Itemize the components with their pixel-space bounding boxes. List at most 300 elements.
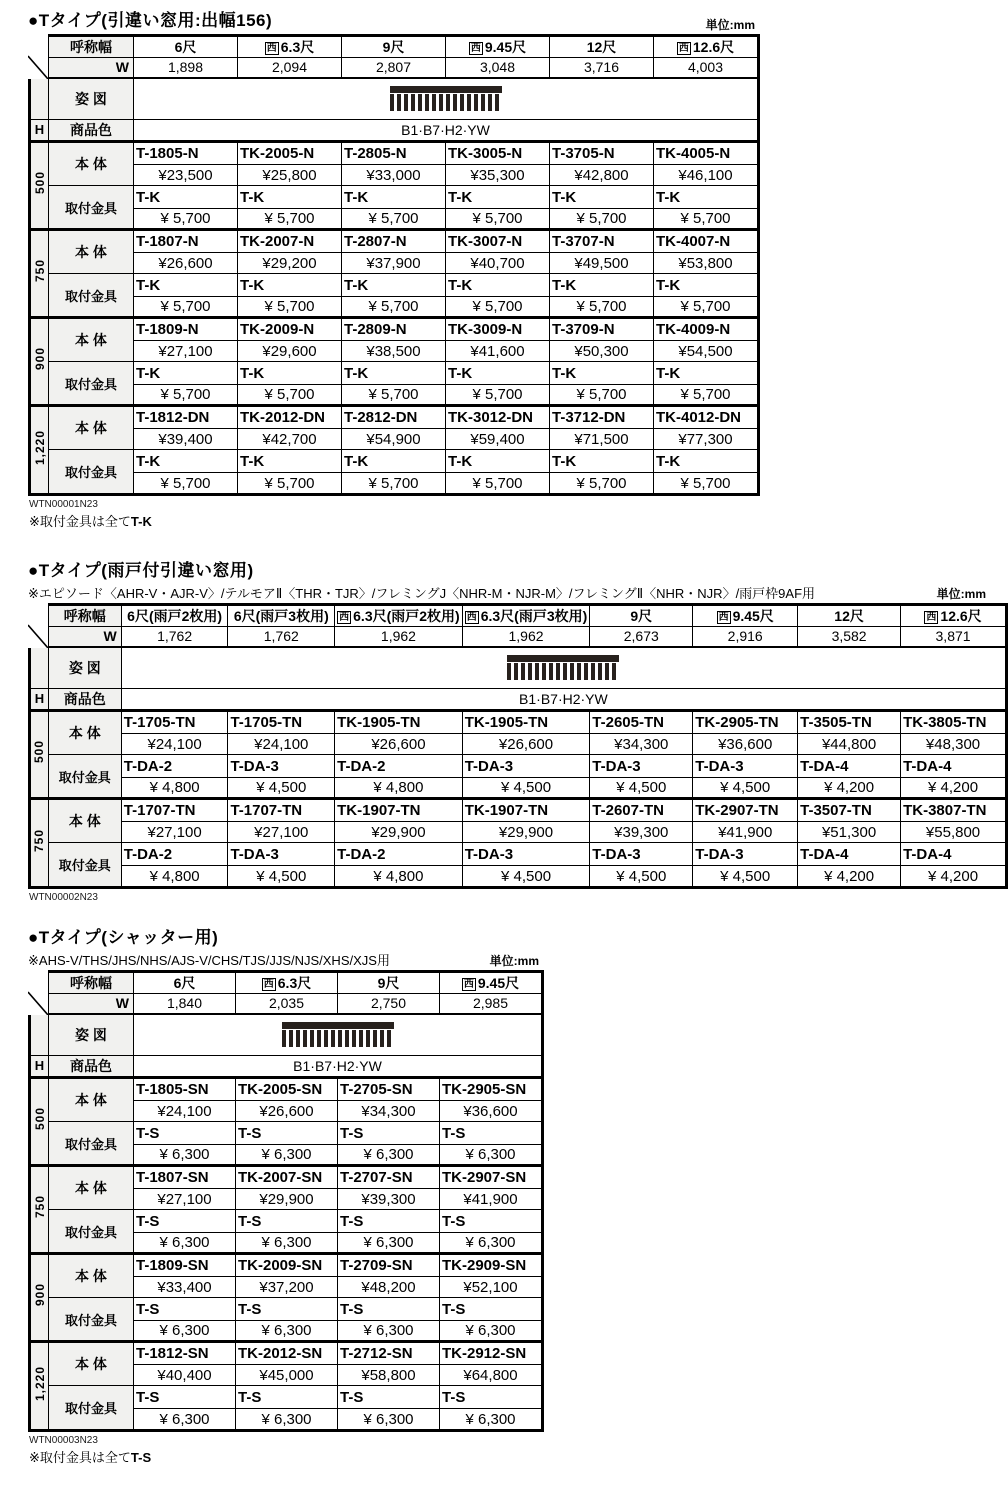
table-code: WTN00003N23 xyxy=(29,1435,98,1446)
color-label: 商品色 xyxy=(49,1056,134,1078)
west-region-mark: 西 xyxy=(718,612,729,623)
price-cell: ¥ 6,300 xyxy=(236,1321,338,1342)
model-cell: T-1805-SN xyxy=(134,1078,236,1101)
figure-cell xyxy=(134,78,758,120)
model-cell: TK-2907-SN xyxy=(440,1166,542,1189)
model-cell: T-DA-4 xyxy=(901,843,1006,866)
price-cell: ¥44,800 xyxy=(798,734,901,755)
side-spacer-cell xyxy=(31,647,49,689)
column-name: 9.45尺 xyxy=(477,975,520,991)
price-cell: ¥26,600 xyxy=(335,734,463,755)
height-label-cell xyxy=(31,142,49,230)
price-cell: ¥ 5,700 xyxy=(654,385,758,406)
w-label: W xyxy=(49,58,134,78)
height-label: 500 xyxy=(32,1107,47,1131)
w-value-cell: 2,035 xyxy=(236,994,338,1014)
footnote-text: ※取付金具は全て xyxy=(29,514,131,529)
price-cell: ¥ 6,300 xyxy=(440,1145,542,1166)
west-region-mark: 西 xyxy=(470,43,481,54)
model-cell: TK-2912-SN xyxy=(440,1342,542,1365)
column-name: 9.45尺 xyxy=(484,39,527,55)
price-cell: ¥53,800 xyxy=(654,253,758,274)
model-cell: T-2712-SN xyxy=(338,1342,440,1365)
price-cell: ¥ 5,700 xyxy=(654,209,758,230)
price-cell: ¥ 6,300 xyxy=(134,1145,236,1166)
model-cell: TK-1907-TN xyxy=(462,799,590,822)
model-cell: T-S xyxy=(440,1122,542,1145)
price-cell: ¥39,300 xyxy=(590,822,693,843)
height-label: 1,220 xyxy=(32,1365,47,1402)
bracket-row-label: 取付金具 xyxy=(49,1298,134,1342)
model-cell: T-K xyxy=(238,362,342,385)
price-cell: ¥ 6,300 xyxy=(338,1233,440,1254)
price-cell: ¥25,800 xyxy=(238,165,342,186)
model-cell: T-S xyxy=(134,1210,236,1233)
column-header-cell xyxy=(236,973,338,994)
column-name: 9尺 xyxy=(630,608,653,624)
price-cell: ¥ 5,700 xyxy=(550,385,654,406)
price-cell: ¥26,600 xyxy=(462,734,590,755)
model-cell: TK-3012-DN xyxy=(446,406,550,429)
bracket-row-label: 取付金具 xyxy=(49,1210,134,1254)
price-cell: ¥59,400 xyxy=(446,429,550,450)
model-cell: TK-2905-SN xyxy=(440,1078,542,1101)
price-cell: ¥40,400 xyxy=(134,1365,236,1386)
price-cell: ¥ 6,300 xyxy=(134,1233,236,1254)
price-cell: ¥29,900 xyxy=(335,822,463,843)
price-cell: ¥ 5,700 xyxy=(238,385,342,406)
unit-label: 単位:mm xyxy=(936,587,986,601)
model-cell: T-S xyxy=(134,1298,236,1321)
model-cell: T-DA-2 xyxy=(121,843,228,866)
west-region-mark: 西 xyxy=(263,979,274,990)
west-region-mark: 西 xyxy=(266,43,277,54)
model-cell: TK-2009-SN xyxy=(236,1254,338,1277)
model-cell: T-2809-N xyxy=(342,318,446,341)
price-table-sliding-window xyxy=(28,34,760,496)
model-cell: T-1707-TN xyxy=(228,799,335,822)
h-label-cell xyxy=(31,689,49,711)
price-cell: ¥26,600 xyxy=(236,1101,338,1122)
model-cell: T-DA-3 xyxy=(228,755,335,778)
price-cell: ¥ 4,500 xyxy=(462,778,590,799)
body-row-label: 本 体 xyxy=(49,406,134,450)
colors-cell: B1·B7·H2·YW xyxy=(134,1056,542,1078)
price-cell: ¥ 4,500 xyxy=(693,778,798,799)
height-label-cell xyxy=(31,799,49,887)
price-cell: ¥41,900 xyxy=(693,822,798,843)
w-value-cell: 3,716 xyxy=(550,58,654,78)
column-header-cell xyxy=(338,973,440,994)
h-label: H xyxy=(34,1058,45,1073)
price-cell: ¥36,600 xyxy=(440,1101,542,1122)
model-cell: T-3712-DN xyxy=(550,406,654,429)
price-cell: ¥ 4,800 xyxy=(335,778,463,799)
column-header-cell xyxy=(654,37,758,58)
price-cell: ¥49,500 xyxy=(550,253,654,274)
model-cell: T-K xyxy=(342,186,446,209)
model-cell: T-2807-N xyxy=(342,230,446,253)
w-value-cell: 2,807 xyxy=(342,58,446,78)
price-cell: ¥37,900 xyxy=(342,253,446,274)
w-value-cell: 1,762 xyxy=(121,627,228,647)
price-cell: ¥54,500 xyxy=(654,341,758,362)
column-name: 9尺 xyxy=(377,975,400,991)
price-cell: ¥29,900 xyxy=(462,822,590,843)
price-cell: ¥48,200 xyxy=(338,1277,440,1298)
w-value-cell: 1,962 xyxy=(462,627,590,647)
model-cell: T-3707-N xyxy=(550,230,654,253)
column-name: 12.6尺 xyxy=(940,608,982,624)
model-cell: T-S xyxy=(338,1122,440,1145)
unit-label: 単位:mm xyxy=(489,954,539,968)
corner-notch xyxy=(28,970,48,1015)
body-row-label: 本 体 xyxy=(49,1166,134,1210)
west-region-mark: 西 xyxy=(466,612,477,623)
price-cell: ¥ 4,800 xyxy=(121,866,228,887)
price-cell: ¥48,300 xyxy=(901,734,1006,755)
table-footnote xyxy=(29,511,1008,530)
column-header-cell xyxy=(446,37,550,58)
column-header-cell xyxy=(462,606,590,627)
w-value-cell: 2,673 xyxy=(590,627,693,647)
w-value-cell: 1,840 xyxy=(134,994,236,1014)
model-cell: TK-2005-SN xyxy=(236,1078,338,1101)
price-cell: ¥37,200 xyxy=(236,1277,338,1298)
model-cell: T-DA-4 xyxy=(798,755,901,778)
w-value-cell: 1,898 xyxy=(134,58,238,78)
price-cell: ¥ 6,300 xyxy=(440,1233,542,1254)
price-cell: ¥40,700 xyxy=(446,253,550,274)
width-header-label: 呼称幅 xyxy=(48,606,121,627)
height-label: 500 xyxy=(32,740,47,764)
height-label-cell xyxy=(31,406,49,494)
price-cell: ¥ 5,700 xyxy=(238,297,342,318)
model-cell: T-K xyxy=(654,450,758,473)
price-cell: ¥ 5,700 xyxy=(654,473,758,494)
price-cell: ¥ 6,300 xyxy=(440,1409,542,1430)
model-cell: T-3709-N xyxy=(550,318,654,341)
bracket-row-label: 取付金具 xyxy=(48,843,121,887)
model-cell: T-DA-3 xyxy=(462,843,590,866)
corner-notch xyxy=(28,603,48,648)
model-cell: T-S xyxy=(236,1122,338,1145)
price-cell: ¥52,100 xyxy=(440,1277,542,1298)
model-cell: T-DA-4 xyxy=(798,843,901,866)
section-note: ※エピソード〈AHR-V・AJR-V〉/テルモアⅡ〈THR・TJR〉/フレミングJ〈NHR-M・NJR-M〉/フレミングⅡ〈NHR・NJR〉/雨戸枠9AF用 xyxy=(28,586,816,601)
body-row-label: 本 体 xyxy=(49,230,134,274)
model-cell: T-DA-2 xyxy=(335,843,463,866)
footnote-text: ※取付金具は全て xyxy=(29,1450,131,1465)
price-cell: ¥ 6,300 xyxy=(236,1145,338,1166)
price-cell: ¥ 5,700 xyxy=(550,473,654,494)
column-header-cell xyxy=(335,606,463,627)
color-label: 商品色 xyxy=(49,120,134,142)
figure-cell xyxy=(134,1014,542,1056)
section-note: ※AHS-V/THS/JHS/NHS/AJS-V/CHS/TJS/JJS/NJS/XHS/XJS用 xyxy=(28,953,390,968)
table-code: WTN00002N23 xyxy=(29,892,98,903)
price-cell: ¥39,300 xyxy=(338,1189,440,1210)
model-cell: T-3507-TN xyxy=(798,799,901,822)
height-label: 900 xyxy=(32,347,47,371)
model-cell: T-S xyxy=(134,1386,236,1409)
column-header-cell xyxy=(228,606,335,627)
h-label-cell xyxy=(31,120,49,142)
price-cell: ¥27,100 xyxy=(134,341,238,362)
model-cell: TK-3807-TN xyxy=(901,799,1006,822)
price-cell: ¥38,500 xyxy=(342,341,446,362)
column-name: 9尺 xyxy=(382,39,405,55)
body-row-label: 本 体 xyxy=(49,1254,134,1298)
model-cell: T-1809-SN xyxy=(134,1254,236,1277)
height-label: 750 xyxy=(32,828,47,853)
column-name: 6.3尺(雨戸2枚用) xyxy=(353,608,460,624)
price-cell: ¥55,800 xyxy=(901,822,1006,843)
side-spacer-cell xyxy=(31,1014,49,1056)
width-header-label: 呼称幅 xyxy=(49,37,134,58)
h-label: H xyxy=(34,691,45,706)
price-cell: ¥34,300 xyxy=(590,734,693,755)
model-cell: T-2707-SN xyxy=(338,1166,440,1189)
model-cell: T-S xyxy=(236,1386,338,1409)
price-cell: ¥51,300 xyxy=(798,822,901,843)
bracket-row-label: 取付金具 xyxy=(49,1122,134,1166)
price-cell: ¥ 4,500 xyxy=(462,866,590,887)
height-label: 750 xyxy=(32,1195,47,1219)
price-cell: ¥58,800 xyxy=(338,1365,440,1386)
model-cell: T-K xyxy=(446,450,550,473)
west-region-mark: 西 xyxy=(678,43,689,54)
price-cell: ¥24,100 xyxy=(134,1101,236,1122)
model-cell: TK-1905-TN xyxy=(335,711,463,734)
model-cell: T-K xyxy=(238,274,342,297)
price-cell: ¥ 4,500 xyxy=(693,866,798,887)
price-cell: ¥27,100 xyxy=(121,822,228,843)
model-cell: T-1809-N xyxy=(134,318,238,341)
model-cell: T-S xyxy=(338,1386,440,1409)
body-row-label: 本 体 xyxy=(48,711,121,755)
section-t-type-amado xyxy=(28,556,1008,903)
price-cell: ¥ 4,200 xyxy=(798,778,901,799)
model-cell: T-1807-SN xyxy=(134,1166,236,1189)
price-cell: ¥ 5,700 xyxy=(342,473,446,494)
column-header-cell xyxy=(590,606,693,627)
model-cell: T-K xyxy=(342,274,446,297)
model-cell: T-DA-2 xyxy=(335,755,463,778)
model-cell: T-K xyxy=(446,186,550,209)
column-name: 6.3尺 xyxy=(277,975,312,991)
height-label-cell xyxy=(31,1254,49,1342)
model-cell: T-K xyxy=(134,362,238,385)
price-cell: ¥ 5,700 xyxy=(134,209,238,230)
price-cell: ¥27,100 xyxy=(228,822,335,843)
column-name: 6尺 xyxy=(173,975,196,991)
price-table-shutter xyxy=(28,970,544,1432)
width-header-label: 呼称幅 xyxy=(49,973,134,994)
price-table xyxy=(30,605,1006,887)
price-cell: ¥ 6,300 xyxy=(236,1233,338,1254)
model-cell: T-K xyxy=(446,274,550,297)
model-cell: T-S xyxy=(440,1210,542,1233)
model-cell: T-DA-3 xyxy=(693,755,798,778)
model-cell: T-S xyxy=(236,1298,338,1321)
w-value-cell: 2,916 xyxy=(693,627,798,647)
model-cell: T-2805-N xyxy=(342,142,446,165)
body-row-label: 本 体 xyxy=(49,1342,134,1386)
model-cell: T-S xyxy=(440,1298,542,1321)
column-name: 6尺(雨戸2枚用) xyxy=(127,608,223,624)
price-cell: ¥54,900 xyxy=(342,429,446,450)
model-cell: TK-4005-N xyxy=(654,142,758,165)
model-cell: TK-2907-TN xyxy=(693,799,798,822)
model-cell: T-S xyxy=(236,1210,338,1233)
price-cell: ¥ 6,300 xyxy=(134,1409,236,1430)
model-cell: T-S xyxy=(338,1210,440,1233)
model-cell: T-K xyxy=(550,450,654,473)
model-cell: T-DA-3 xyxy=(590,755,693,778)
column-header-cell xyxy=(238,37,342,58)
bracket-row-label: 取付金具 xyxy=(49,274,134,318)
model-cell: T-2705-SN xyxy=(338,1078,440,1101)
w-label: W xyxy=(49,994,134,1014)
price-cell: ¥ 4,500 xyxy=(590,778,693,799)
table-footnote xyxy=(29,1447,1008,1466)
price-cell: ¥ 4,200 xyxy=(901,778,1006,799)
price-cell: ¥33,400 xyxy=(134,1277,236,1298)
model-cell: T-DA-3 xyxy=(228,843,335,866)
price-cell: ¥41,900 xyxy=(440,1189,542,1210)
color-label: 商品色 xyxy=(48,689,121,711)
h-label: H xyxy=(34,122,45,137)
price-cell: ¥ 4,500 xyxy=(590,866,693,887)
model-cell: T-2812-DN xyxy=(342,406,446,429)
column-name: 12尺 xyxy=(586,39,617,55)
shutter-figure xyxy=(507,655,619,680)
price-cell: ¥26,600 xyxy=(134,253,238,274)
height-label: 1,220 xyxy=(32,429,47,466)
price-cell: ¥ 5,700 xyxy=(342,209,446,230)
column-name: 9.45尺 xyxy=(732,608,774,624)
w-value-cell: 4,003 xyxy=(654,58,758,78)
bracket-row-label: 取付金具 xyxy=(48,755,121,799)
model-cell: T-2709-SN xyxy=(338,1254,440,1277)
price-cell: ¥ 5,700 xyxy=(550,297,654,318)
figure-label: 姿 図 xyxy=(48,647,121,689)
colors-cell: B1·B7·H2·YW xyxy=(121,689,1005,711)
section-title: ●Tタイプ(引違い窓用:出幅156) xyxy=(28,11,273,30)
w-value-cell: 2,985 xyxy=(440,994,542,1014)
body-row-label: 本 体 xyxy=(49,318,134,362)
price-table-amado xyxy=(28,603,1008,889)
model-cell: T-2607-TN xyxy=(590,799,693,822)
column-name: 6.3尺 xyxy=(280,39,315,55)
model-cell: T-K xyxy=(654,186,758,209)
model-cell: T-K xyxy=(550,186,654,209)
column-header-cell xyxy=(901,606,1006,627)
column-name: 6尺(雨戸3枚用) xyxy=(233,608,329,624)
price-cell: ¥ 6,300 xyxy=(338,1321,440,1342)
shutter-slats-graphic xyxy=(282,1030,394,1047)
price-cell: ¥ 6,300 xyxy=(338,1145,440,1166)
height-label: 900 xyxy=(32,1283,47,1307)
shutter-case-graphic xyxy=(390,86,502,93)
price-cell: ¥ 5,700 xyxy=(342,297,446,318)
column-header-cell xyxy=(121,606,228,627)
price-cell: ¥29,200 xyxy=(238,253,342,274)
section-title: ●Tタイプ(雨戸付引違い窓用) xyxy=(28,561,254,580)
height-label-cell xyxy=(31,230,49,318)
model-cell: TK-2007-SN xyxy=(236,1166,338,1189)
model-cell: T-1705-TN xyxy=(228,711,335,734)
model-cell: TK-4009-N xyxy=(654,318,758,341)
model-cell: T-3505-TN xyxy=(798,711,901,734)
price-cell: ¥ 4,200 xyxy=(901,866,1006,887)
price-cell: ¥ 5,700 xyxy=(134,385,238,406)
price-cell: ¥46,100 xyxy=(654,165,758,186)
model-cell: T-DA-2 xyxy=(121,755,228,778)
model-cell: T-K xyxy=(446,362,550,385)
model-cell: T-DA-3 xyxy=(693,843,798,866)
shutter-figure xyxy=(390,86,502,111)
price-cell: ¥ 5,700 xyxy=(446,297,550,318)
w-value-cell: 1,762 xyxy=(228,627,335,647)
west-region-mark: 西 xyxy=(926,612,937,623)
section-t-type-sliding xyxy=(28,6,1008,530)
column-header-cell xyxy=(440,973,542,994)
shutter-figure xyxy=(282,1022,394,1047)
model-cell: T-K xyxy=(134,186,238,209)
price-cell: ¥ 6,300 xyxy=(338,1409,440,1430)
price-cell: ¥29,600 xyxy=(238,341,342,362)
footnote-model: T-S xyxy=(130,1450,152,1465)
model-cell: T-K xyxy=(238,450,342,473)
model-cell: T-DA-4 xyxy=(901,755,1006,778)
model-cell: T-DA-3 xyxy=(462,755,590,778)
price-cell: ¥ 5,700 xyxy=(550,209,654,230)
price-cell: ¥ 4,500 xyxy=(228,866,335,887)
model-cell: T-1705-TN xyxy=(121,711,228,734)
price-cell: ¥24,100 xyxy=(121,734,228,755)
model-cell: T-S xyxy=(338,1298,440,1321)
price-cell: ¥45,000 xyxy=(236,1365,338,1386)
price-cell: ¥ 4,800 xyxy=(335,866,463,887)
w-value-cell: 3,582 xyxy=(798,627,901,647)
model-cell: T-K xyxy=(550,362,654,385)
price-cell: ¥39,400 xyxy=(134,429,238,450)
price-cell: ¥ 5,700 xyxy=(446,473,550,494)
price-cell: ¥24,100 xyxy=(228,734,335,755)
height-label-cell xyxy=(31,1166,49,1254)
model-cell: T-1807-N xyxy=(134,230,238,253)
model-cell: TK-2007-N xyxy=(238,230,342,253)
section-t-type-shutter xyxy=(28,923,1008,1466)
h-label-cell xyxy=(31,1056,49,1078)
west-region-mark: 西 xyxy=(339,612,350,623)
figure-label: 姿 図 xyxy=(49,1014,134,1056)
price-cell: ¥ 5,700 xyxy=(134,297,238,318)
column-header-cell xyxy=(693,606,798,627)
price-cell: ¥ 5,700 xyxy=(446,385,550,406)
bracket-row-label: 取付金具 xyxy=(49,186,134,230)
model-cell: T-1805-N xyxy=(134,142,238,165)
price-cell: ¥ 5,700 xyxy=(238,209,342,230)
column-name: 6尺 xyxy=(174,39,197,55)
height-label-cell xyxy=(31,1342,49,1430)
table-code: WTN00001N23 xyxy=(29,499,98,510)
model-cell: T-1707-TN xyxy=(121,799,228,822)
column-name: 12尺 xyxy=(834,608,864,624)
w-value-cell: 3,048 xyxy=(446,58,550,78)
